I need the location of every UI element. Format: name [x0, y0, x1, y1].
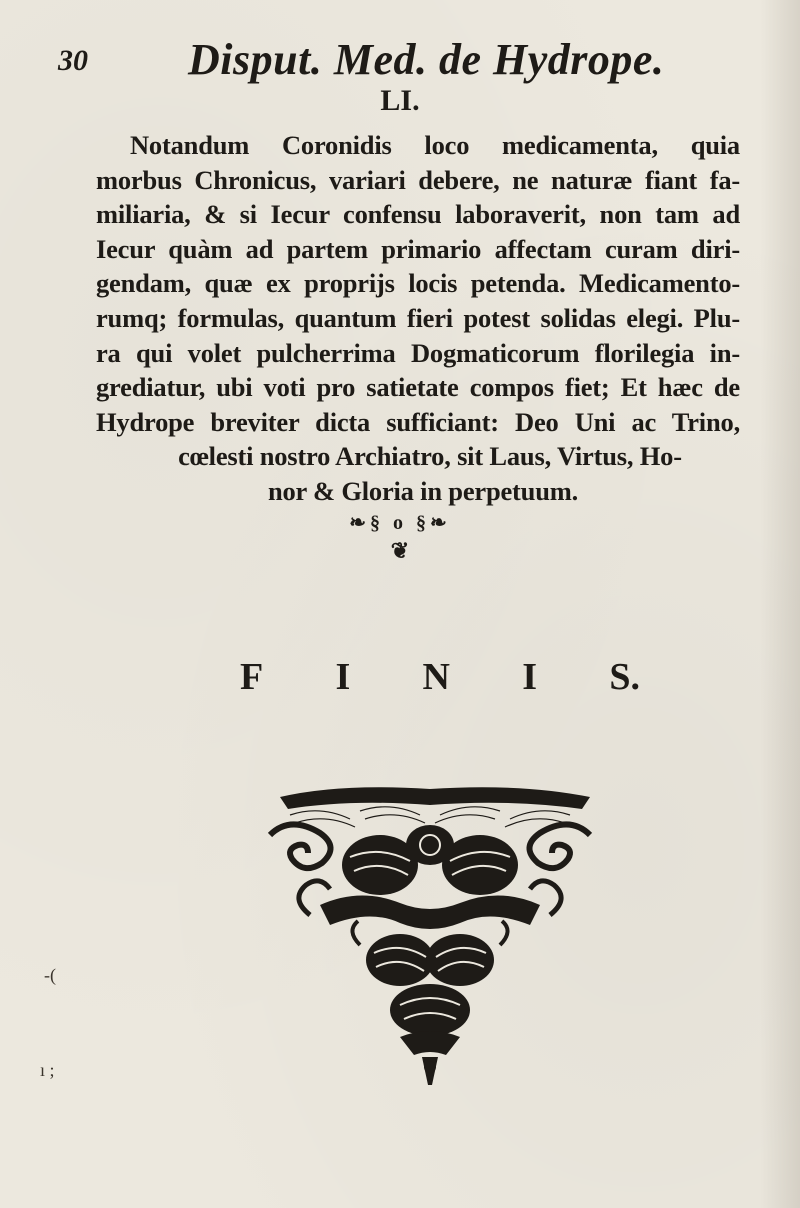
fleuron-icon: ❦ [390, 538, 410, 563]
text-line: ra qui volet pulcherrima Dogmaticorum florilegia in- [96, 337, 740, 368]
running-title: Disput. Med. de Hydrope. [188, 35, 665, 84]
text-line: morbus Chronicus, variari debere, ne naturæ fiant fa- [96, 164, 740, 195]
text-line: Notandum Coronidis loco medicamenta, quia [130, 130, 740, 160]
text-line: rumq; formulas, quantum fieri potest solidas elegi. Plu- [96, 302, 740, 333]
text-line: nor & Gloria in perpetuum. [267, 475, 579, 506]
text-line: cœlesti nostro Archiatro, sit Laus, Virtus, Ho- [178, 441, 682, 472]
margin-mark: -( [44, 965, 56, 985]
text-line: gendam, quæ ex proprijs locis petenda. Medicamento- [96, 268, 740, 299]
text-line: Hydrope breviter dicta sufficiant: Deo Uni ac Trino, [96, 406, 740, 437]
text-line: miliaria, & si Iecur confensu laboraverit, non tam ad [96, 199, 740, 230]
tailpiece-ornament-icon [250, 775, 610, 1095]
fleuron-divider: ❧§ o §❧ [349, 512, 451, 534]
finis-letter: N [422, 656, 450, 698]
finis-letter: I [522, 656, 538, 698]
finis-letter: F [240, 656, 264, 698]
body-paragraph [96, 128, 740, 509]
section-number: LI. [380, 84, 420, 117]
finis-letter: S. [609, 656, 640, 698]
margin-mark: ı ; [40, 1060, 55, 1080]
running-head [58, 35, 698, 88]
text-line: grediatur, ubi voti pro satietate compos fiet; Et hæc de [96, 372, 740, 403]
page-edge-shadow [760, 0, 800, 1208]
page-number: 30 [58, 44, 88, 77]
finis-letter: I [335, 656, 351, 698]
text-line: Iecur quàm ad partem primario affectam curam diri- [96, 233, 740, 264]
finis-heading [240, 655, 640, 699]
